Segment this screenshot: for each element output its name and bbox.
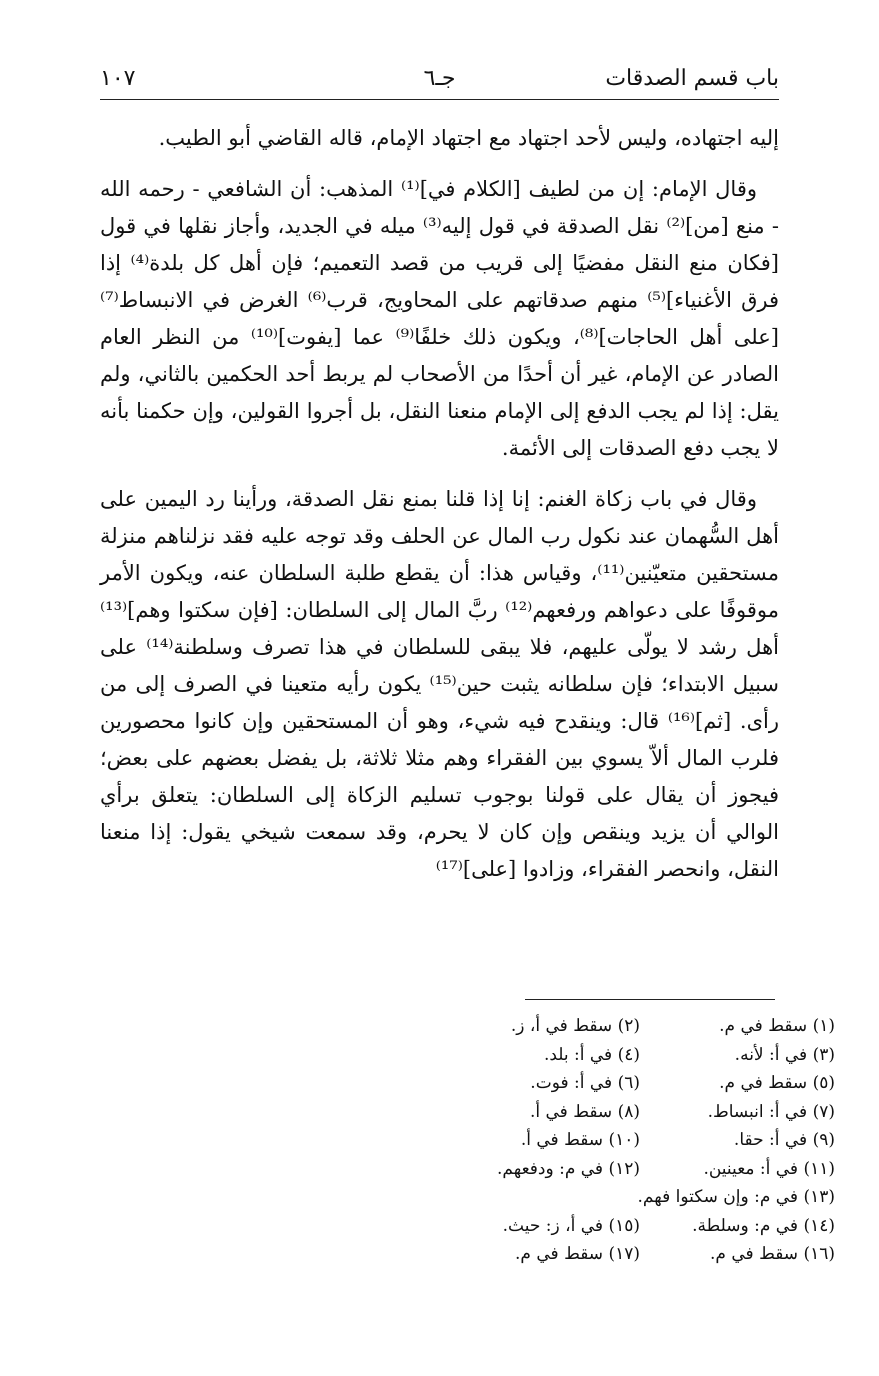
footnote-row [430, 1012, 835, 1041]
footnote-15: (١٥) في أ، ز: حيث. [502, 1215, 640, 1236]
footnote-3: (٣) في أ: لأنه. [734, 1044, 835, 1065]
footnote-1: (١) سقط في م. [719, 1016, 835, 1036]
footnote-17: (١٧) سقط في م. [515, 1244, 640, 1264]
footnote-row [430, 1069, 835, 1098]
footnote-11: (١١) في أ: معينين. [703, 1158, 835, 1179]
footnote-row [430, 1126, 835, 1155]
volume-number: جـ٦ [423, 66, 456, 91]
footnote-8: (٨) سقط في أ. [529, 1101, 640, 1122]
footnote-5: (٥) سقط في م. [719, 1073, 835, 1093]
footnote-10: (١٠) سقط في أ. [520, 1130, 640, 1150]
footnote-9: (٩) في أ: حقا. [733, 1130, 835, 1150]
paragraph-3: وقال في باب زكاة الغنم: إنا إذا قلنا بمنع نقل الصدقة، ورأينا رد اليمين على أهل السُّهمان عند نكول رب المال عن الحلف وقد توجه عليه فقد نزلناهم منزلة مستحقين متعيّنين⁽¹¹⁾، وقياس هذا: أن يقطع طلبة السلطان عنه، ويكون الأمر موقوفًا على دعواهم ورفعهم⁽¹²⁾ ربَّ المال إلى السلطان: [فإن سكتوا وهم]⁽¹³⁾ أهل رشد لا يولّى عليهم، فلا يبقى للسلطان في هذا تصرف وسلطنة⁽¹⁴⁾ على سبيل الابتداء؛ فإن سلطانه يثبت حين⁽¹⁵⁾ يكون رأيه متعينا في الصرف إلى من رأى. [ثم]⁽¹⁶⁾ قال: وينقدح فيه شيء، وهو أن المستحقين وإن كانوا محصورين فلرب المال ألاّ يسوي بين الفقراء وهم مثلا ثلاثة، بل يفضل بعضهم على بعض؛ فيجوز أن يقال على قولنا بوجوب تسليم الزكاة إلى السلطان: يتعلق برأي الوالي أن يزيد وينقص وإن كان لا يحرم، وقد سمعت شيخي يقول: إذا منعنا النقل، وانحصر الفقراء، وزادوا [على]⁽¹⁷⁾ [100, 487, 780, 881]
header-rule [100, 99, 779, 100]
footnote-14: (١٤) في م: وسلطة. [692, 1215, 835, 1236]
footnote-row [430, 1240, 835, 1269]
footnote-2: (٢) سقط في أ، ز. [510, 1016, 640, 1036]
footnotes [430, 1012, 835, 1269]
footnote-4: (٤) في أ: بلد. [543, 1044, 640, 1065]
footnote-row [430, 1041, 835, 1070]
footnote-row [430, 1183, 835, 1212]
main-text [100, 120, 779, 902]
paragraph-2: وقال الإمام: إن من لطيف [الكلام في]⁽¹⁾ المذهب: أن الشافعي - رحمه الله - منع [من]⁽²⁾ نقل الصدقة في قول إليه⁽³⁾ ميله في الجديد، وأجاز نقلها في قول [فكان منع النقل مفضيًا إلى قريب من قصد التعميم؛ فإن أهل كل بلدة⁽⁴⁾ إذا فرق الأغنياء]⁽⁵⁾ منهم صدقاتهم على المحاويج، قرب⁽⁶⁾ الغرض في الانبساط⁽⁷⁾ [على أهل الحاجات]⁽⁸⁾، ويكون ذلك خلفًا⁽⁹⁾ عما [يفوت]⁽¹⁰⁾ من النظر العام الصادر عن الإمام، غير أن أحدًا من الأصحاب لم يربط أحد الحكمين بالثاني، ولم يقل: إذا لم يجب الدفع إلى الإمام منعنا النقل، بل أجروا القولين، وإن حكمنا بأنه لا يجب دفع الصدقات إلى الأئمة. [100, 177, 779, 460]
footnote-6: (٦) في أ: فوت. [530, 1073, 640, 1093]
page-number: ١٠٧ [100, 66, 136, 91]
chapter-title: باب قسم الصدقات [605, 66, 779, 91]
footnote-row [430, 1155, 835, 1184]
running-header [100, 60, 779, 100]
footnote-16: (١٦) سقط في م. [710, 1244, 835, 1264]
footnote-row [430, 1098, 835, 1127]
footnote-row [430, 1212, 835, 1241]
footnote-rule [525, 999, 775, 1000]
paragraph-1: إليه اجتهاده، وليس لأحد اجتهاد مع اجتهاد الإمام، قاله القاضي أبو الطيب. [158, 126, 779, 150]
footnote-12: (١٢) في م: ودفعهم. [497, 1158, 640, 1179]
footnote-7: (٧) في أ: انبساط. [707, 1101, 835, 1122]
footnote-13: (١٣) في م: وإن سكتوا فهم. [637, 1187, 835, 1207]
